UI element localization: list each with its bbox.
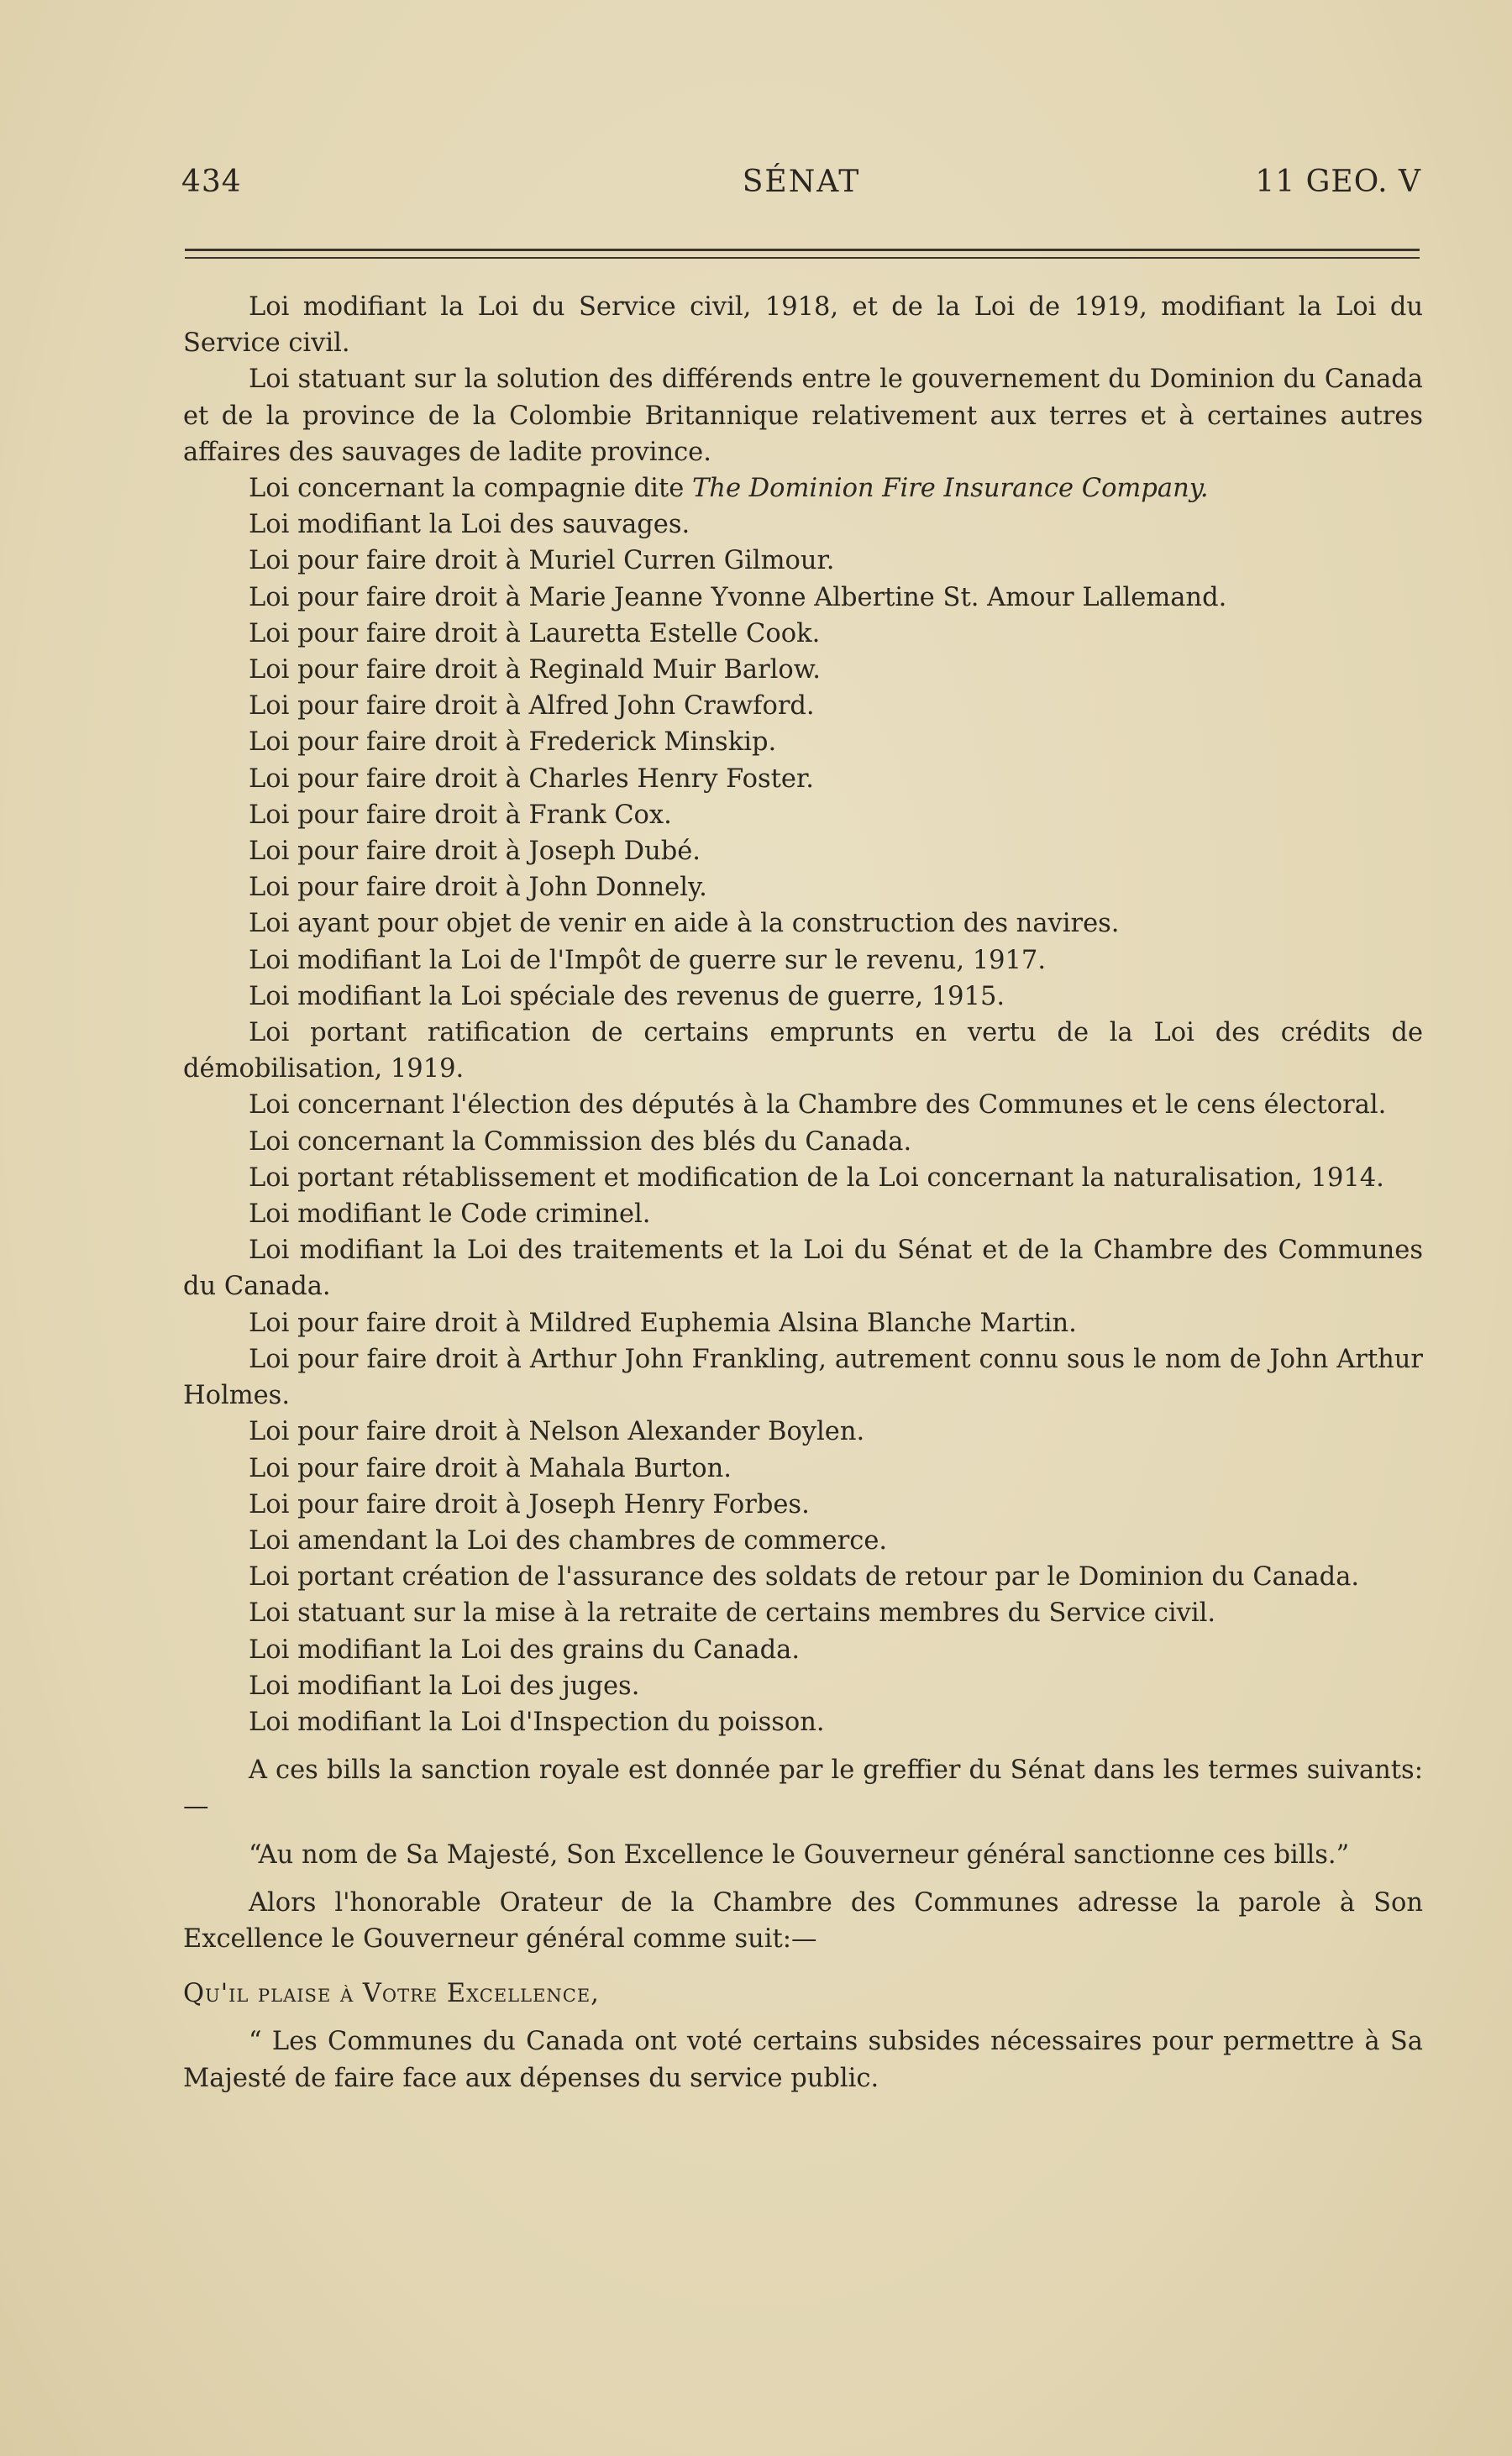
bill-item: Loi modifiant la Loi spéciale des revenus de guerre, 1915. (249, 981, 1005, 1011)
sanction-quote: “Au nom de Sa Majesté, Son Excellence le Gouverneur général sanctionne ces bills.” (249, 1839, 1350, 1870)
bill-item: Loi modifiant le Code criminel. (249, 1199, 651, 1230)
bill-item: Loi modifiant la Loi des traitements et la Loi du Sénat et de la Chambre des Communes du Canada. (183, 1236, 1423, 1302)
bill-item: Loi portant rétablissement et modification de la Loi concernant la naturalisation, 1914. (249, 1162, 1384, 1193)
address-text: “ Les Communes du Canada ont voté certains subsides nécessaires pour permettre à Sa Majesté de faire face aux dépenses du service public. (183, 2027, 1423, 2093)
bill-item: Loi pour faire droit à Charles Henry Foster. (249, 764, 814, 794)
bill-item: Loi pour faire droit à Frank Cox. (249, 800, 672, 830)
bill-item: Loi modifiant la Loi des grains du Canada. (249, 1635, 801, 1665)
bill-item: Loi amendant la Loi des chambres de commerce. (249, 1525, 888, 1556)
bill-item: Loi pour faire droit à Lauretta Estelle Cook. (249, 618, 821, 648)
bill-text: Loi concernant la compagnie dite (249, 474, 692, 504)
bill-item: Loi modifiant la Loi du Service civil, 1918, et de la Loi de 1919, modifiant la Loi du Service civil. (183, 292, 1423, 359)
bill-item: Loi statuant sur la solution des différends entre le gouvernement du Dominion du Canada et de la province de la Colombie Britannique relativement aux terres et à certaines autres affaires des sauvages de ladite province. (183, 365, 1423, 467)
bill-item: Loi pour faire droit à Joseph Dubé. (249, 837, 701, 867)
bill-item: Loi pour faire droit à Reginald Muir Barlow. (249, 655, 821, 685)
reign-year: 11 GEO. V (1255, 165, 1421, 199)
bill-item: Loi pour faire droit à Mahala Burton. (249, 1453, 732, 1483)
bill-item: Loi portant ratification de certains emprunts en vertu de la Loi des crédits de démobilisation, 1919. (183, 1018, 1423, 1084)
bill-item: Loi pour faire droit à Marie Jeanne Yvonne Albertine St. Amour Lallemand. (249, 582, 1227, 612)
bill-item: Loi pour faire droit à Joseph Henry Forbes. (249, 1489, 810, 1519)
sanction-intro: A ces bills la sanction royale est donnée par le greffier du Sénat dans les termes suivants:— (183, 1755, 1423, 1822)
bill-item: Loi pour faire droit à Frederick Minskip. (249, 727, 777, 758)
bill-item: Loi ayant pour objet de venir en aide à la construction des navires. (249, 909, 1120, 939)
bill-item: Loi portant création de l'assurance des soldats de retour par le Dominion du Canada. (249, 1562, 1360, 1593)
header-rule-top (185, 249, 1420, 251)
bill-item: Loi modifiant la Loi de l'Impôt de guerre sur le revenu, 1917. (249, 945, 1047, 975)
bill-item: Loi concernant la Commission des blés du Canada. (249, 1126, 912, 1157)
company-name: The Dominion Fire Insurance Company. (691, 474, 1209, 504)
bill-item: Loi pour faire droit à Alfred John Crawford. (249, 691, 815, 722)
speaker-intro: Alors l'honorable Orateur de la Chambre des Communes adresse la parole à Son Excellence le Gouverneur général comme suit:— (183, 1887, 1423, 1954)
address-heading: Qu'il plaise à Votre Excellence, (183, 1979, 600, 2009)
page-header (181, 165, 1421, 215)
bill-item: Loi pour faire droit à Muriel Curren Gilmour. (249, 546, 835, 576)
bill-item: Loi pour faire droit à Mildred Euphemia Alsina Blanche Martin. (249, 1308, 1077, 1338)
bill-item: Loi pour faire droit à John Donnely. (249, 873, 707, 903)
bill-item-italic (183, 470, 1423, 506)
bill-item: Loi modifiant la Loi des juges. (249, 1671, 640, 1701)
bill-item: Loi modifiant la Loi d'Inspection du poisson. (249, 1707, 825, 1737)
bill-item: Loi pour faire droit à Nelson Alexander Boylen. (249, 1417, 865, 1447)
bill-item: Loi concernant l'élection des députés à la Chambre des Communes et le cens électoral. (249, 1090, 1387, 1120)
page-title: SÉNAT (742, 165, 861, 199)
page-number: 434 (181, 165, 242, 199)
bill-item: Loi modifiant la Loi des sauvages. (249, 510, 690, 540)
page-body (183, 289, 1423, 2097)
header-rule-bottom (185, 257, 1420, 259)
bill-item: Loi statuant sur la mise à la retraite de certains membres du Service civil. (249, 1598, 1216, 1629)
bill-item: Loi pour faire droit à Arthur John Frankling, autrement connu sous le nom de John Arthur Holmes. (183, 1344, 1423, 1411)
